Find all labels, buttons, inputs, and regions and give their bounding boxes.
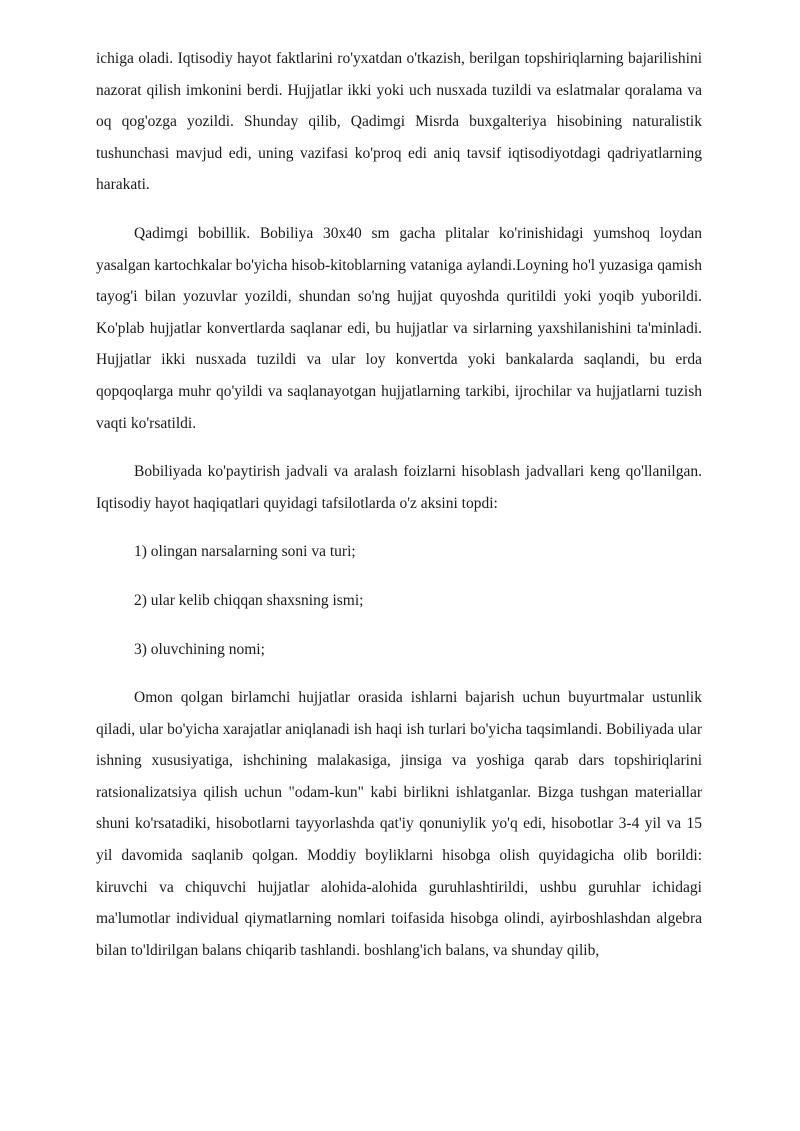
- paragraph-multiplication-tables: Bobiliyada ko'paytirish jadvali va aralash foizlarni hisoblash jadvallari keng qo'llanilgan. Iqtisodiy hayot haqiqatlari quyidagi tafsilotlarda o'z aksini topdi:: [96, 463, 702, 512]
- document-body: [96, 43, 702, 966]
- list-item-origin-person: 2) ular kelib chiqqan shaxsning ismi;: [134, 591, 364, 609]
- list-item-quantity-type: 1) olingan narsalarning soni va turi;: [134, 543, 356, 561]
- paragraph-primary-documents: Omon qolgan birlamchi hujjatlar orasida ishlarni bajarish uchun buyurtmalar ustunlik qiladi, ular bo'yicha xarajatlar aniqlanadi ish haqi ish turlari bo'yicha taqsimlandi. Bobiliyada ular ishning xususiyatiga, ishchining malakasiga, jinsiga va yoshiga qarab dars topshiriqlarini ratsionalizatsiya qilish uchun "odam-kun" kabi birlikni ishlatganlar. Bizga tushgan materiallar shuni ko'rsatadiki, hisobotlarni tayyorlashda qat'iy qonuniylik yo'q edi, hisobotlar 3-4 yil va 15 yil davomida saqlanib qolgan. Moddiy boyliklarni hisobga olish quyidagicha olib borildi: kiruvchi va chiquvchi hujjatlar alohida-alohida guruhlashtirildi, ushbu guruhlar ichidagi ma'lumotlar individual qiymatlarning nomlari toifasida hisobga olindi, ayirboshlashdan algebra bilan to'ldirilgan balans chiqarib tashlandi. boshlang'ich balans, va shunday qilib,: [96, 689, 702, 959]
- list-item-recipient-name: 3) oluvchining nomi;: [134, 640, 265, 658]
- paragraph-ancient-babylon: Qadimgi bobillik. Bobiliya 30x40 sm gacha plitalar ko'rinishidagi yumshoq loydan yasalgan kartochkalar bo'yicha hisob-kitoblarning vataniga aylandi.Loyning ho'l yuzasiga qamish tayog'i bilan yozuvlar yozildi, shundan so'ng hujjat quyoshda quritildi yoki yoqib yuborildi. Ko'plab hujjatlar konvertlarda saqlanar edi, bu hujjatlar va sirlarning yaxshilanishini ta'minladi. Hujjatlar ikki nusxada tuzildi va ular loy konvertda yoki bankalarda saqlandi, bu erda qopqoqlarga muhr qo'yildi va saqlanayotgan hujjatlarning tarkibi, ijrochilar va hujjatlarni tuzish vaqti ko'rsatildi.: [96, 224, 702, 432]
- paragraph-continued: ichiga oladi. Iqtisodiy hayot faktlarini ro'yxatdan o'tkazish, berilgan topshiriqlarning bajarilishini nazorat qilish imkonini berdi. Hujjatlar ikki yoki uch nusxada tuzildi va eslatmalar qoralama va oq qog'ozga yozildi. Shunday qilib, Qadimgi Misrda buxgalteriya hisobining naturalistik tushunchasi mavjud edi, uning vazifasi ko'proq edi aniq tavsif iqtisodiyotdagi qadriyatlarning harakati.: [96, 50, 702, 194]
